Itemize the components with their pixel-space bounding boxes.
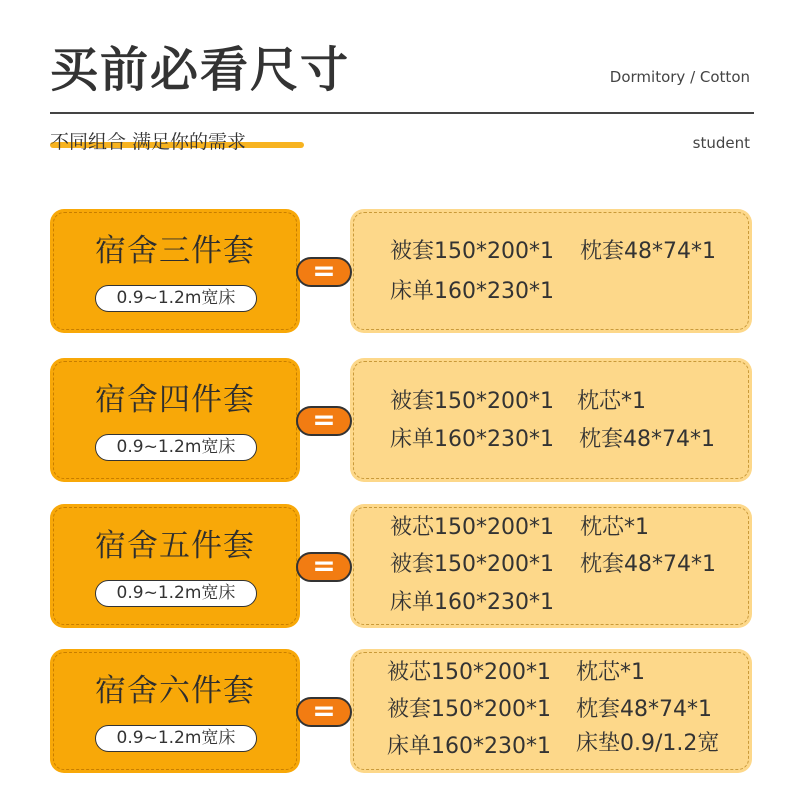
item-bed-sheet: 床单160*230*1: [390, 427, 554, 452]
set-row-three-piece: [50, 209, 755, 337]
item-pillow-insert: 枕芯*1: [580, 515, 649, 540]
set-row-five-piece: [50, 504, 755, 632]
item-pillowcase: 枕套48*74*1: [576, 697, 712, 722]
item-bed-sheet: 床单160*230*1: [390, 279, 554, 304]
set-name: 宿舍四件套: [95, 382, 255, 418]
item-duvet-cover: 被套150*200*1: [390, 389, 554, 414]
divider: [50, 112, 754, 114]
item-mattress-pad: 床垫0.9/1.2宽: [576, 731, 720, 756]
item-pillowcase: 枕套48*74*1: [580, 552, 716, 577]
item-duvet-insert: 被芯150*200*1: [390, 515, 554, 540]
item-pillow-insert: 枕芯*1: [576, 660, 645, 685]
equals-badge: =: [296, 257, 352, 287]
header: [0, 0, 800, 170]
equals-badge: =: [296, 697, 352, 727]
equals-badge: =: [296, 552, 352, 582]
item-pillow-insert: 枕芯*1: [577, 389, 646, 414]
set-name-card: [50, 649, 300, 773]
tag-en: student: [692, 134, 750, 152]
set-name: 宿舍五件套: [95, 528, 255, 564]
bed-size-pill: 0.9~1.2m宽床: [95, 725, 257, 752]
item-pillowcase: 枕套48*74*1: [580, 239, 716, 264]
contents-card: [350, 209, 752, 333]
set-name-card: [50, 504, 300, 628]
contents-card: [350, 504, 752, 628]
item-duvet-insert: 被芯150*200*1: [387, 660, 551, 685]
contents-card: [350, 358, 752, 482]
item-bed-sheet: 床单160*230*1: [387, 734, 551, 759]
item-duvet-cover: 被套150*200*1: [390, 552, 554, 577]
item-pillowcase: 枕套48*74*1: [579, 427, 715, 452]
subtitle-en: Dormitory / Cotton: [609, 68, 750, 86]
contents-card: [350, 649, 752, 773]
bed-size-pill: 0.9~1.2m宽床: [95, 285, 257, 312]
tagline: 不同组合 满足你的需求: [50, 131, 247, 153]
bed-size-pill: 0.9~1.2m宽床: [95, 580, 257, 607]
item-duvet-cover: 被套150*200*1: [387, 697, 551, 722]
tagline-block: [50, 128, 246, 158]
set-name-card: [50, 358, 300, 482]
set-name: 宿舍三件套: [95, 233, 255, 269]
set-row-six-piece: [50, 649, 755, 777]
set-name-card: [50, 209, 300, 333]
set-name: 宿舍六件套: [95, 673, 255, 709]
set-row-four-piece: [50, 358, 755, 486]
page-title: 买前必看尺寸: [50, 42, 351, 98]
item-bed-sheet: 床单160*230*1: [390, 590, 554, 615]
equals-badge: =: [296, 406, 352, 436]
item-duvet-cover: 被套150*200*1: [390, 239, 554, 264]
bed-size-pill: 0.9~1.2m宽床: [95, 434, 257, 461]
